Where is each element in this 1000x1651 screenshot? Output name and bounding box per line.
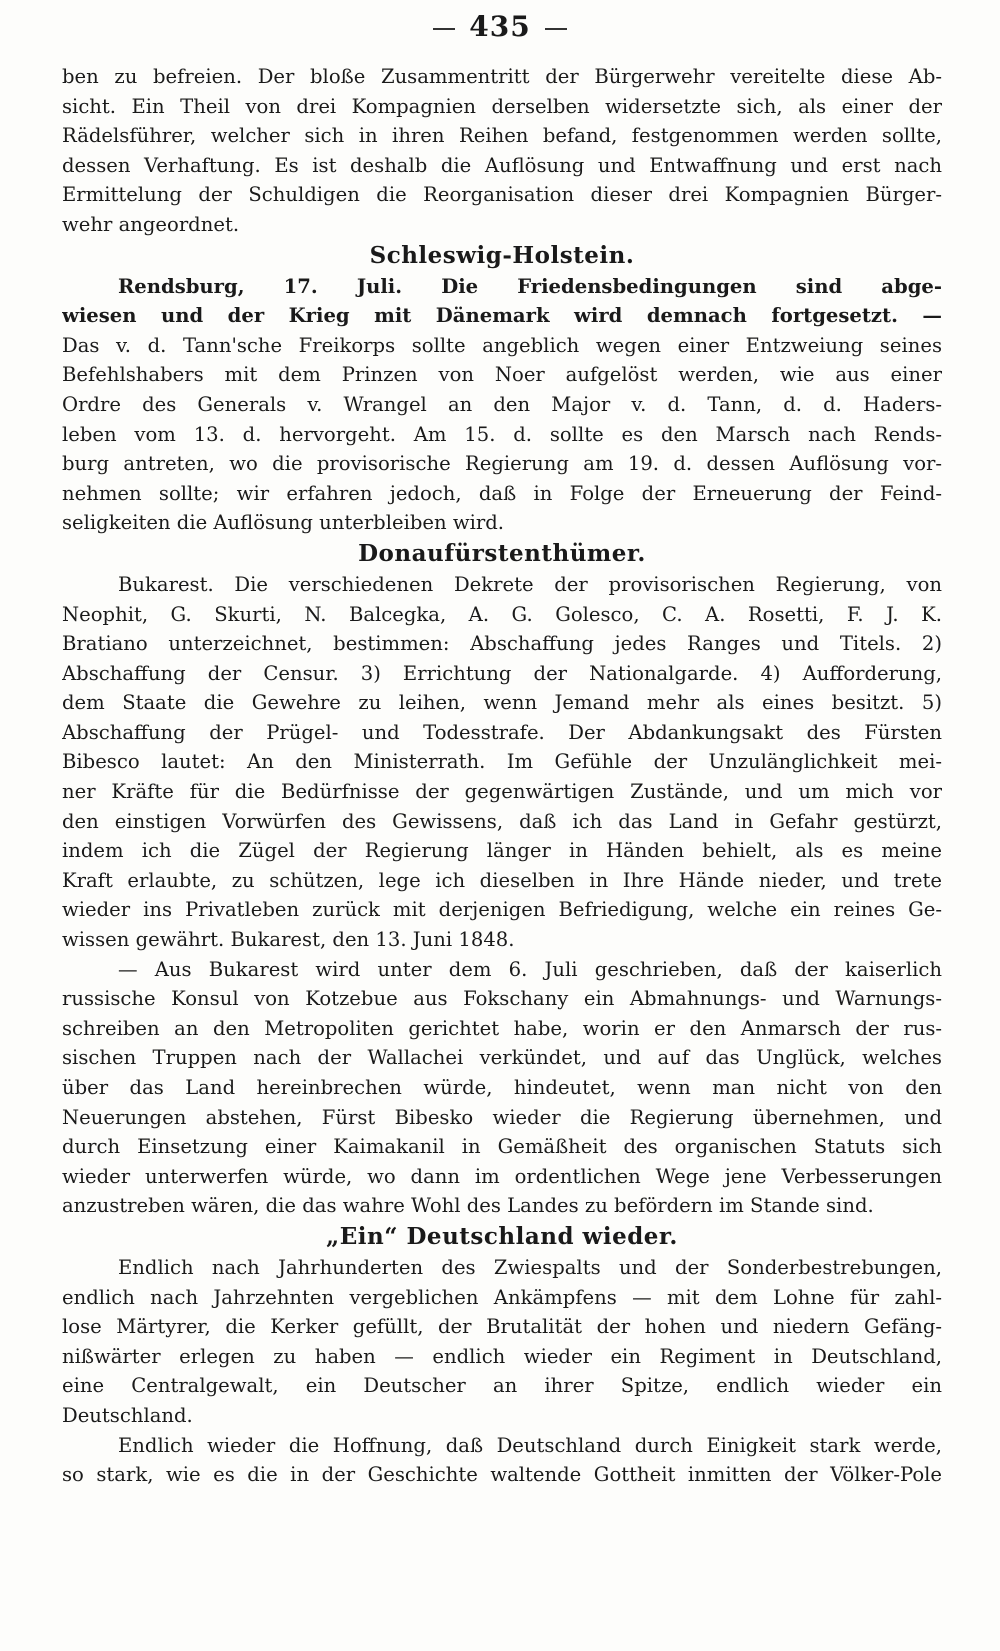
page-number: 435 — [469, 10, 531, 43]
text-line: indem ich die Zügel der Regierung länger in Händen behielt, als es meine — [62, 839, 942, 863]
text-line: seligkeiten die Auflösung unterbleiben wird. — [62, 511, 505, 535]
text-line: Endlich nach Jahrhunderten des Zwiespalts und der Sonderbestrebungen, — [118, 1255, 942, 1279]
text-column — [62, 62, 942, 1490]
text-line: Abschaffung der Prügel- und Todesstrafe. Der Abdankungsakt des Fürsten — [62, 720, 942, 744]
section-heading: Schleswig-Holstein. — [369, 241, 635, 269]
text-line: burg antreten, wo die provisorische Regierung am 19. d. dessen Auflösung vor- — [62, 452, 942, 476]
text-line: nehmen sollte; wir erfahren jedoch, daß in Folge der Erneuerung der Feind- — [62, 481, 942, 505]
text-line: Neuerungen abstehen, Fürst Bibesko wieder die Regierung übernehmen, und — [62, 1105, 942, 1129]
text-line: wissen gewährt. Bukarest, den 13. Juni 1848. — [62, 928, 515, 952]
text-line: anzustreben wären, die das wahre Wohl des Landes zu befördern im Stande sind. — [62, 1194, 874, 1218]
right-dash — [545, 28, 567, 30]
text-line: Deutschland. — [62, 1403, 193, 1427]
text-line: Bratiano unterzeichnet, bestimmen: Abschaffung jedes Ranges und Titels. 2) — [62, 632, 942, 656]
text-line: nißwärter erlegen zu haben — endlich wieder ein Regiment in Deutschland, — [62, 1344, 942, 1368]
text-line: Bukarest. Die verschiedenen Dekrete der provisorischen Regierung, von — [118, 572, 942, 596]
text-line: sicht. Ein Theil von drei Kompagnien derselben widersetzte sich, als einer der — [62, 94, 942, 118]
text-line: Endlich wieder die Hoffnung, daß Deutschland durch Einigkeit stark werde, — [118, 1433, 942, 1457]
section-heading: Donaufürstenthümer. — [358, 539, 646, 567]
text-line: wehr angeordnet. — [62, 212, 240, 236]
text-line: lose Märtyrer, die Kerker gefüllt, der Brutalität der hohen und niedern Gefäng- — [62, 1315, 942, 1339]
text-line: Das v. d. Tann'sche Freikorps sollte angeblich wegen einer Entzweiung seines — [62, 333, 942, 357]
text-line: eine Centralgewalt, ein Deutscher an ihrer Spitze, endlich wieder ein — [62, 1374, 942, 1398]
text-line: ner Kräfte für die Bedürfnisse der gegenwärtigen Zustände, und um mich vor — [62, 780, 942, 804]
text-line: — Aus Bukarest wird unter dem 6. Juli geschrieben, daß der kaiserlich — [118, 957, 942, 981]
text-line: ben zu befreien. Der bloße Zusammentritt der Bürgerwehr vereitelte diese Ab- — [62, 65, 942, 88]
text-line: Ordre des Generals v. Wrangel an den Major v. d. Tann, d. d. Haders- — [62, 392, 942, 416]
text-line: Bibesco lautet: An den Ministerrath. Im Gefühle der Unzulänglichkeit mei- — [62, 750, 942, 774]
text-line: Rädelsführer, welcher sich in ihren Reihen befand, festgenommen werden sollte, — [62, 124, 942, 148]
text-line: dem Staate die Gewehre zu leihen, wenn Jemand mehr als eines besitzt. 5) — [62, 691, 942, 715]
left-dash — [433, 28, 455, 30]
text-line: wieder unterwerfen würde, wo dann im ordentlichen Wege jene Verbesserungen — [62, 1164, 942, 1188]
text-line: sischen Truppen nach der Wallachei verkündet, und auf das Unglück, welches — [62, 1046, 942, 1070]
section-heading: „Ein“ Deutschland wieder. — [326, 1222, 678, 1250]
text-line: wiesen und der Krieg mit Dänemark wird demnach fortgesetzt. — — [62, 304, 942, 328]
text-line: Befehlshabers mit dem Prinzen von Noer aufgelöst werden, wie aus einer — [62, 363, 942, 387]
page-number-header — [0, 10, 1000, 43]
text-line: Abschaffung der Censur. 3) Errichtung der Nationalgarde. 4) Aufforderung, — [62, 661, 942, 685]
text-line: den einstigen Vorwürfen des Gewissens, daß ich das Land in Gefahr gestürzt, — [62, 809, 942, 833]
text-line: dessen Verhaftung. Es ist deshalb die Auflösung und Entwaffnung und erst nach — [62, 153, 942, 177]
text-line: schreiben an den Metropoliten gerichtet habe, worin er den Anmarsch der rus- — [62, 1016, 942, 1040]
text-line: leben vom 13. d. hervorgeht. Am 15. d. sollte es den Marsch nach Rends- — [62, 422, 942, 446]
text-line: Ermittelung der Schuldigen die Reorganisation dieser drei Kompagnien Bürger- — [62, 183, 942, 207]
text-line: russische Konsul von Kotzebue aus Fokschany ein Abmahnungs- und Warnungs- — [62, 987, 942, 1011]
text-line: Rendsburg, 17. Juli. Die Friedensbedingungen sind abge- — [118, 274, 942, 298]
text-line: so stark, wie es die in der Geschichte waltende Gottheit inmitten der Völker-Pole — [62, 1463, 942, 1487]
text-line: Neophit, G. Skurti, N. Balcegka, A. G. Golesco, C. A. Rosetti, F. J. K. — [62, 602, 942, 626]
text-line: endlich nach Jahrzehnten vergeblichen Ankämpfens — mit dem Lohne für zahl- — [62, 1285, 942, 1309]
text-line: Kraft erlaubte, zu schützen, lege ich dieselben in Ihre Hände nieder, und trete — [62, 868, 942, 892]
text-line: über das Land hereinbrechen würde, hindeutet, wenn man nicht von den — [62, 1076, 942, 1099]
text-line: durch Einsetzung einer Kaimakanil in Gemäßheit des organischen Statuts sich — [62, 1135, 942, 1159]
text-line: wieder ins Privatleben zurück mit derjenigen Befriedigung, welche ein reines Ge- — [62, 898, 942, 922]
